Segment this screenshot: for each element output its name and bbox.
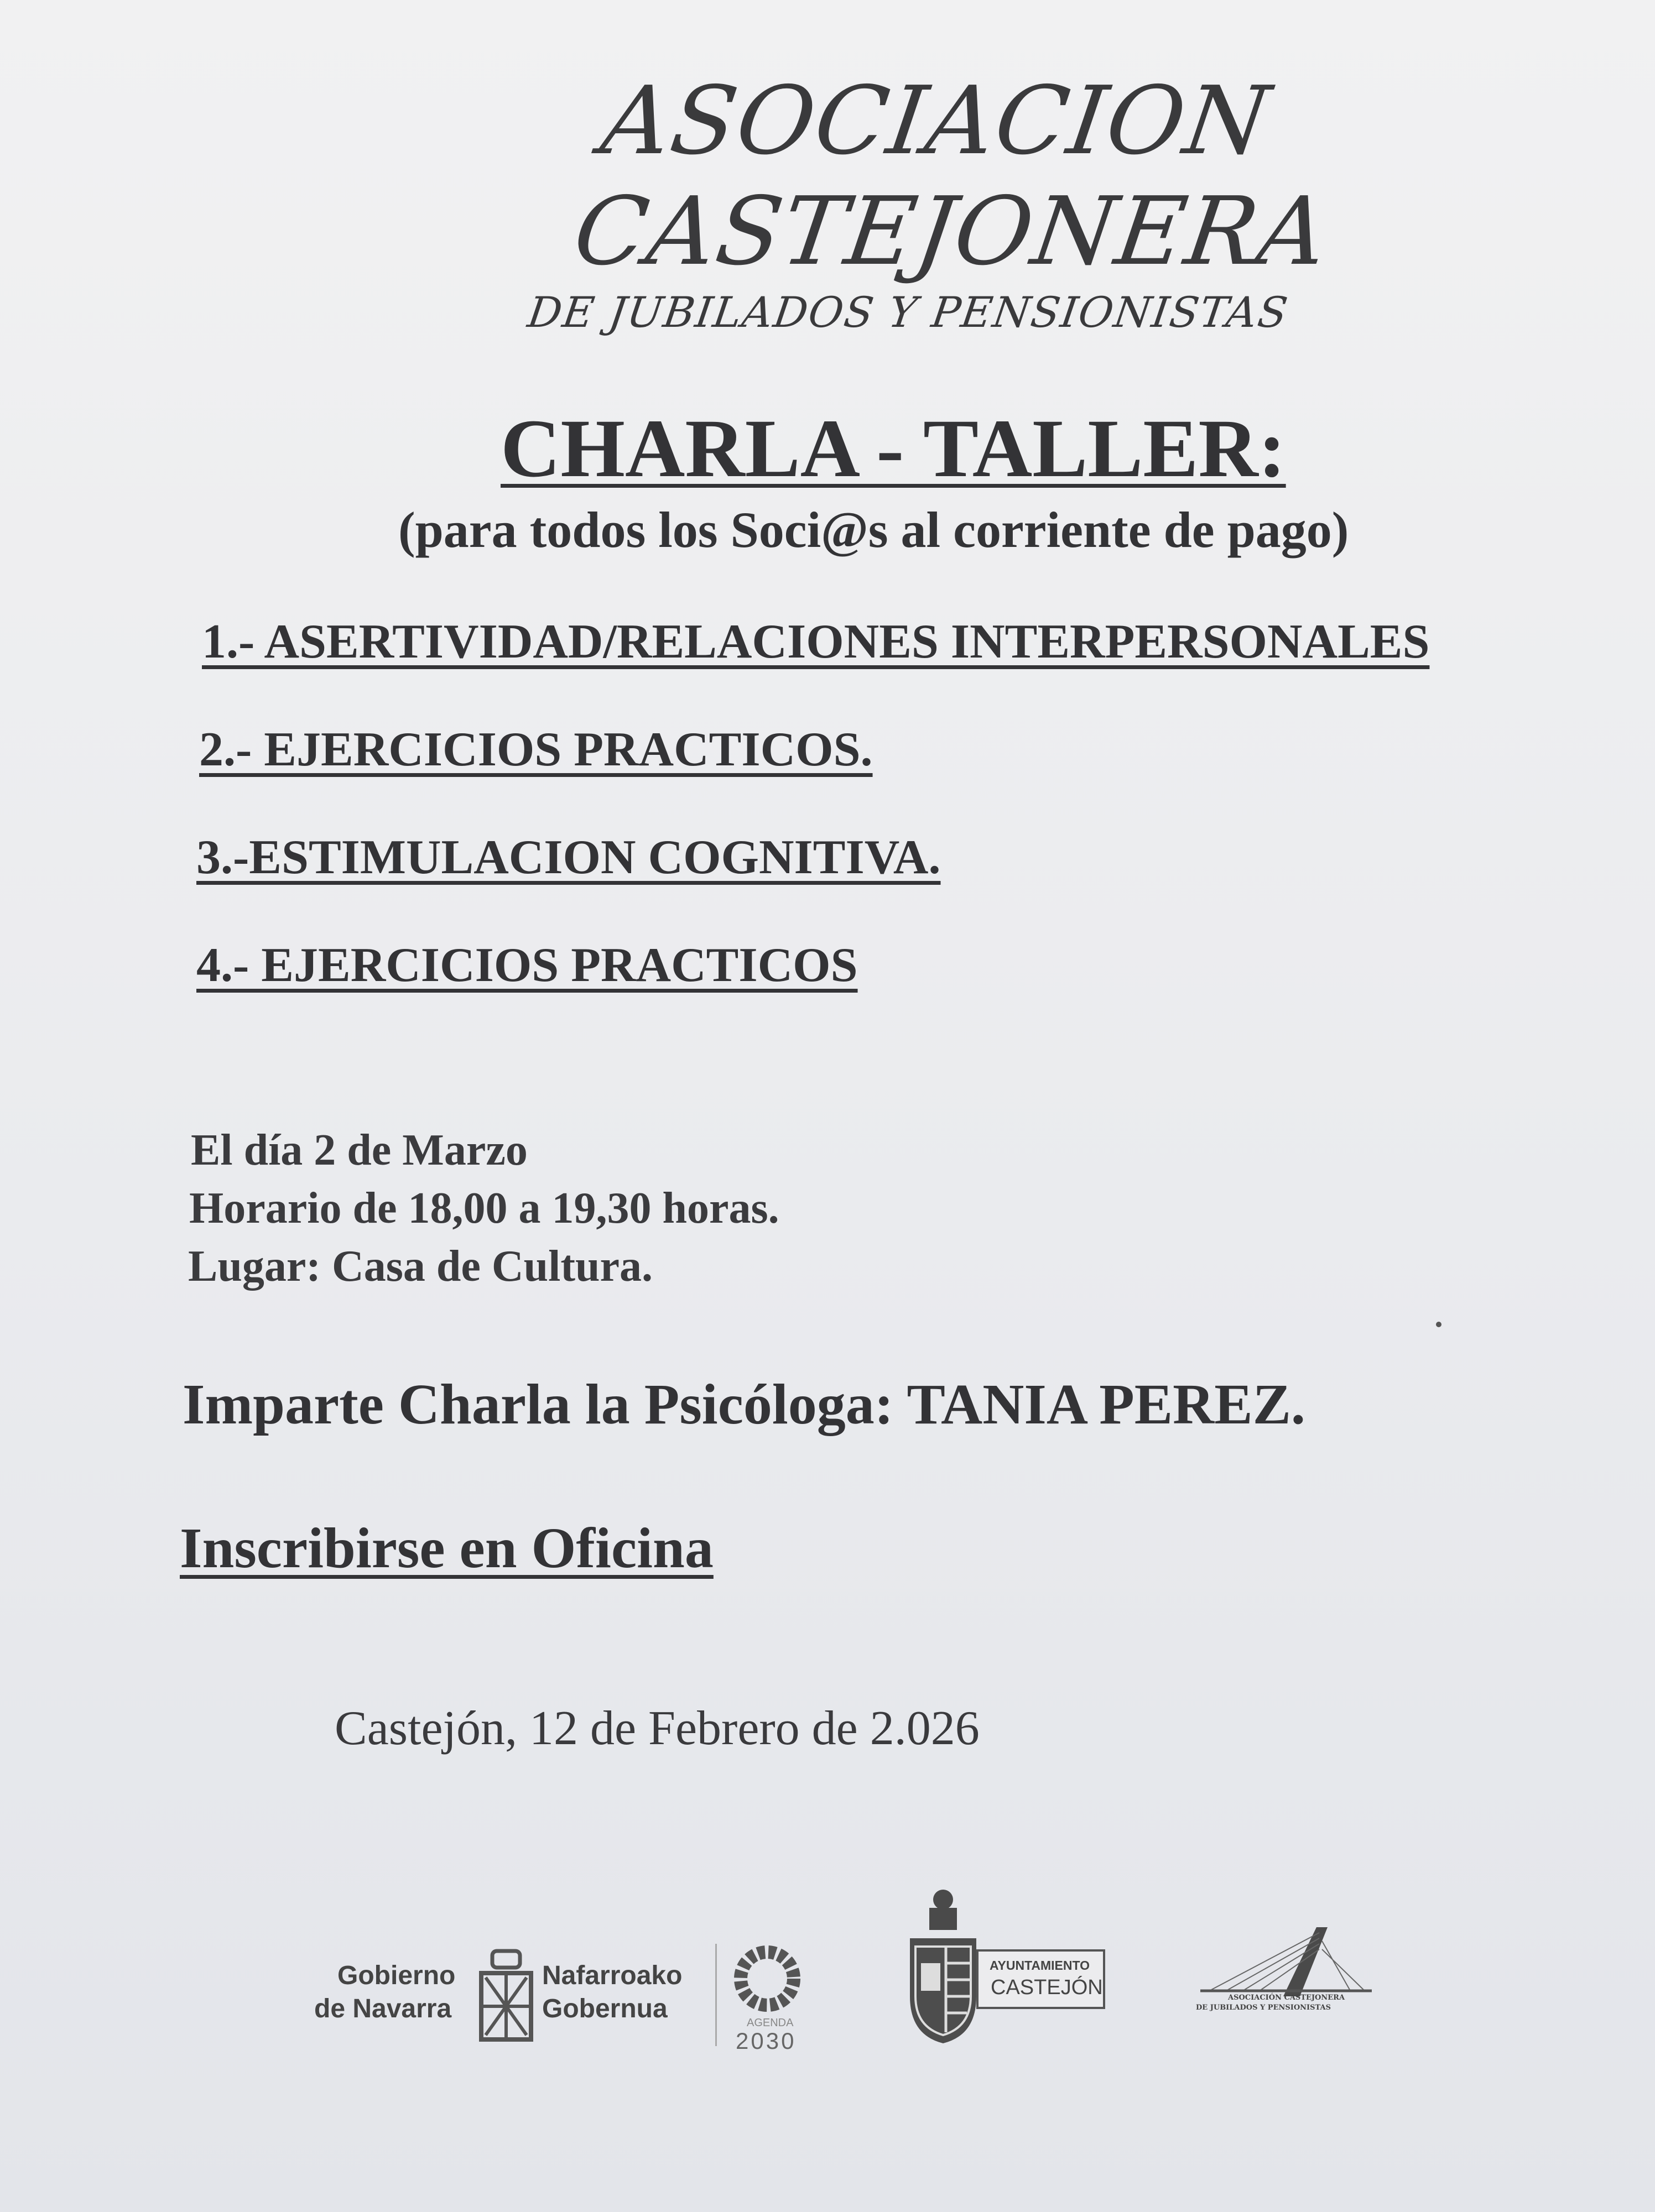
logo-agenda-2030	[725, 1938, 819, 2054]
speaker-line: Imparte Charla la Psicóloga: TANIA PEREZ.	[183, 1373, 1305, 1436]
signup-notice: Inscribirse en Oficina	[180, 1516, 714, 1580]
org-name-line1: ASOCIACION	[595, 66, 1277, 176]
logo-divider	[715, 1944, 717, 2046]
gobierno-navarra-eu-line2: Gobernua	[542, 1994, 668, 2023]
topic-item-1: 1.- ASERTIVIDAD/RELACIONES INTERPERSONALES	[202, 615, 1430, 669]
topic-item-2: 2.- EJERCICIOS PRACTICOS.	[199, 723, 873, 776]
logo-gobierno-navarra	[310, 1947, 697, 2052]
event-time: Horario de 18,00 a 19,30 horas.	[189, 1184, 779, 1233]
bridge-icon	[1189, 1919, 1372, 2002]
org-name-line3: DE JUBILADOS Y PENSIONISTAS	[524, 288, 1292, 337]
ink-speck	[1436, 1322, 1441, 1327]
logo-asociacion-jubilados	[1189, 1919, 1372, 2024]
agenda-label: AGENDA	[747, 2017, 794, 2029]
logo-ayuntamiento-castejon	[902, 1886, 1106, 2046]
event-date: El día 2 de Marzo	[191, 1126, 528, 1175]
castejon-coat-of-arms-icon	[902, 1886, 985, 2046]
event-subtitle: (para todos los Soci@s al corriente de pago)	[398, 502, 1349, 558]
agenda-2030-wheel-icon	[731, 1943, 803, 2015]
ayuntamiento-label-box	[976, 1949, 1105, 2009]
gobierno-navarra-eu-line1: Nafarroako	[542, 1961, 683, 1990]
event-place: Lugar: Casa de Cultura.	[188, 1242, 653, 1291]
castejon-label: CASTEJÓN	[991, 1976, 1103, 1999]
signed-date: Castejón, 12 de Febrero de 2.026	[335, 1702, 980, 1755]
asociacion-logo-line1: ASOCIACIÓN CASTEJONERA	[1228, 1994, 1345, 2002]
topic-item-4: 4.- EJERCICIOS PRACTICOS	[196, 938, 858, 992]
asociacion-logo-line2: DE JUBILADOS Y PENSIONISTAS	[1196, 2004, 1331, 2012]
gobierno-navarra-es-line1: Gobierno	[337, 1961, 456, 1990]
gobierno-navarra-es-line2: de Navarra	[314, 1994, 452, 2023]
event-title: CHARLA - TALLER:	[501, 403, 1286, 494]
ayuntamiento-label: AYUNTAMIENTO	[990, 1958, 1090, 1973]
agenda-year: 2030	[736, 2028, 797, 2054]
navarra-shield-icon	[476, 1947, 537, 2046]
topic-item-3: 3.-ESTIMULACION COGNITIVA.	[196, 831, 941, 884]
org-name-line2: CASTEJONERA	[568, 177, 1335, 286]
